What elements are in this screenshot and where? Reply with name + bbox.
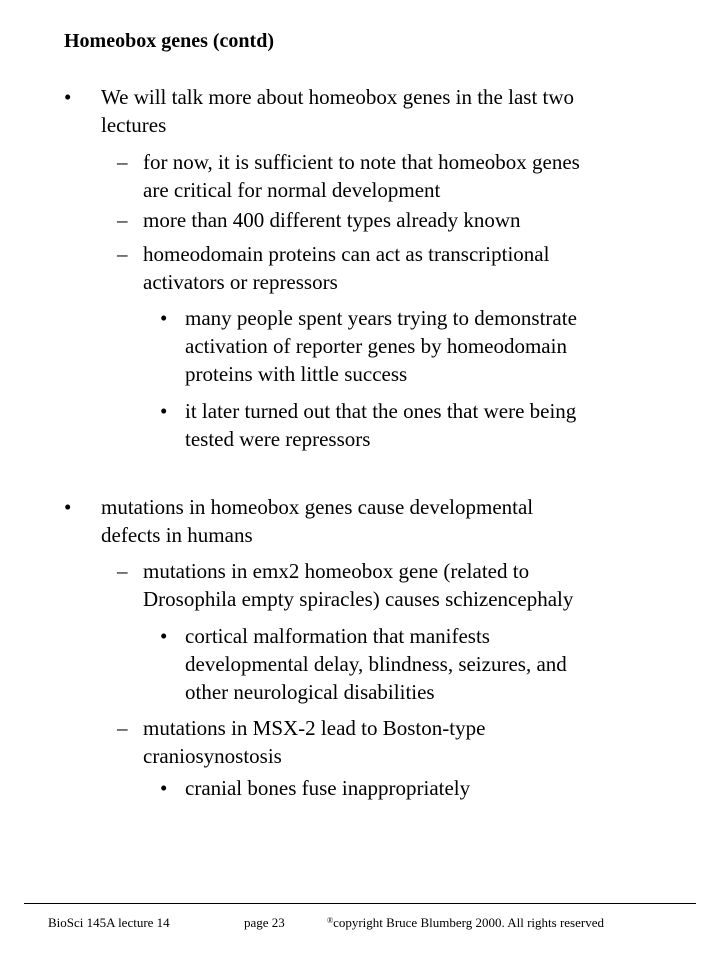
outline-item-text [101, 83, 574, 139]
outline-item-text [185, 622, 567, 706]
outline-item-text [185, 774, 470, 802]
bullet-marker: • [64, 495, 72, 519]
outline-line: Drosophila empty spiracles) causes schizencephaly [143, 587, 574, 611]
outline-line: are critical for normal development [143, 178, 441, 202]
outline-line: more than 400 different types already known [143, 208, 521, 232]
dash-marker: – [117, 716, 128, 740]
dash-marker: – [117, 208, 128, 232]
footer-page-number: page 23 [244, 915, 285, 930]
bullet-marker: • [160, 306, 168, 330]
dash-marker: – [117, 559, 128, 583]
outline-line: many people spent years trying to demonstrate [185, 306, 577, 330]
registered-mark: ® [327, 916, 334, 925]
outline-line: mutations in homeobox genes cause developmental [101, 495, 534, 519]
outline-line: homeodomain proteins can act as transcriptional [143, 242, 550, 266]
outline-line: lectures [101, 113, 167, 137]
outline-line: other neurological disabilities [185, 680, 435, 704]
outline-line: defects in humans [101, 523, 253, 547]
outline-item-text [143, 240, 549, 296]
outline-line: for now, it is sufficient to note that homeobox genes [143, 150, 580, 174]
outline-item-text [143, 557, 573, 613]
outline-item-text [185, 397, 576, 453]
bullet-marker: • [160, 399, 168, 423]
outline-line: cranial bones fuse inappropriately [185, 776, 471, 800]
outline-line: mutations in MSX-2 lead to Boston-type [143, 716, 486, 740]
bullet-marker: • [64, 85, 72, 109]
outline-item-text [143, 714, 485, 770]
outline-line: activation of reporter genes by homeodomain [185, 334, 567, 358]
page-title: Homeobox genes (contd) [64, 30, 274, 52]
bullet-marker: • [160, 776, 168, 800]
outline-line: developmental delay, blindness, seizures, and [185, 652, 567, 676]
outline-item-text [185, 304, 577, 388]
outline-line: cortical malformation that manifests [185, 624, 490, 648]
outline-line: it later turned out that the ones that were being [185, 399, 577, 423]
footer-course: BioSci 145A lecture 14 [48, 915, 170, 930]
footer-divider [24, 903, 696, 904]
dash-marker: – [117, 150, 128, 174]
outline-item-text [143, 148, 580, 204]
footer-copyright [327, 915, 604, 931]
outline-line: proteins with little success [185, 362, 408, 386]
bullet-marker: • [160, 624, 168, 648]
outline-line: craniosynostosis [143, 744, 282, 768]
outline-line: mutations in emx2 homeobox gene (related to [143, 559, 530, 583]
outline-line: We will talk more about homeobox genes in the last two [101, 85, 575, 109]
outline-item-text [101, 493, 533, 549]
dash-marker: – [117, 242, 128, 266]
outline-line: tested were repressors [185, 427, 371, 451]
outline-line: activators or repressors [143, 270, 338, 294]
footer-copyright-text: copyright Bruce Blumberg 2000. All rights reserved [333, 915, 604, 930]
outline-item-text [143, 206, 521, 234]
